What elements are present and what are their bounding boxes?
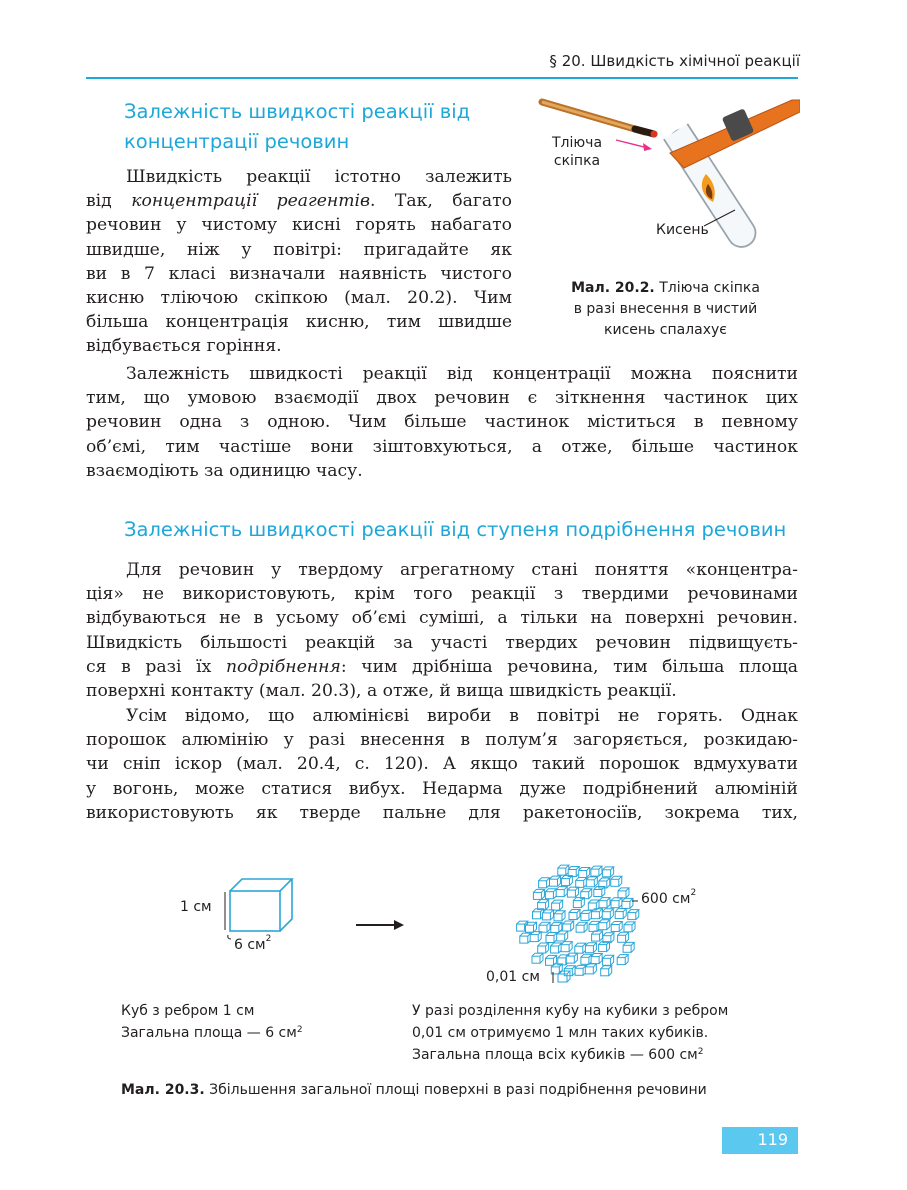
- section2-paragraph1: [86, 558, 798, 703]
- text-line: порошок алюмінію у разі внесення в полум’я загоряється, розкидаю-: [86, 730, 798, 751]
- section1-heading: [124, 97, 470, 157]
- header-rule: [86, 77, 798, 79]
- small-cube: [618, 932, 629, 942]
- small-cube: [603, 955, 614, 965]
- small-cube: [615, 909, 626, 919]
- small-cubes-cloud: [517, 865, 639, 976]
- small-cube: [532, 909, 543, 919]
- small-cube: [591, 866, 602, 876]
- area-label: 6 $см^2$: [234, 934, 272, 953]
- small-cube: [599, 920, 610, 930]
- oxygen-label: Кисень: [656, 222, 709, 238]
- small-cube: [567, 887, 578, 897]
- small-cube: [576, 922, 587, 932]
- small-cube: [623, 942, 634, 952]
- page-number: 119: [757, 1130, 788, 1149]
- small-cube: [530, 932, 541, 942]
- italic-term: концентрації реагентів: [131, 191, 370, 212]
- text-line: від концентрації реагентів. Так, багато: [86, 191, 512, 212]
- text-line: ція» не використовують, крім того реакції з твердими речовинами: [86, 584, 798, 605]
- area-bracket: [228, 935, 231, 939]
- figure-20-2-illustration: [530, 98, 800, 268]
- small-cube: [586, 877, 597, 887]
- splint-label: Тліюча скіпка: [552, 135, 603, 169]
- small-cube: [575, 965, 586, 975]
- small-cube: [591, 909, 602, 919]
- small-cube: [579, 867, 590, 877]
- small-cube: [551, 943, 562, 953]
- small-cube: [576, 877, 587, 887]
- text-line: Швидкість реакції істотно залежить: [126, 167, 512, 187]
- small-cube: [611, 921, 622, 931]
- small-cube: [568, 867, 579, 877]
- figure-20-3-left-caption: Куб з ребром 1 см Загальна площа — 6 $см^2$: [121, 1003, 303, 1041]
- small-cube: [611, 876, 622, 886]
- small-cube: [539, 922, 550, 932]
- small-cube: [558, 865, 569, 875]
- section1-heading-line1: Залежність швидкості реакції від: [124, 100, 471, 123]
- small-cube: [550, 876, 561, 886]
- small-cube: [622, 898, 633, 908]
- small-cube: [573, 898, 584, 908]
- small-cube: [575, 943, 586, 953]
- small-cube: [581, 954, 592, 964]
- small-cube: [525, 922, 536, 932]
- text-line: використовують як тверде пальне для ракетоносіїв, зокрема тих,: [86, 802, 798, 823]
- small-cube: [552, 900, 563, 910]
- text-line: поверхні контакту (мал. 20.3), а отже, й вища швидкість реакції.: [86, 681, 677, 702]
- text-line: чи сніп іскор (мал. 20.4, с. 120). А якщо такий порошок вдмухувати: [86, 754, 798, 775]
- small-cube: [542, 910, 553, 920]
- running-header: § 20. Швидкість хімічної реакції: [549, 52, 800, 70]
- figure-20-3-right-caption: У разі розділення кубу на кубики з ребром 0,01 см отримуємо 1 млн таких кубиків. Загальна площа всіх кубиків — 600 $см^2$: [412, 1003, 729, 1063]
- text-line: відбувається горіння.: [86, 336, 282, 357]
- text-line: взаємодіють за одиницю часу.: [86, 460, 363, 481]
- text-line: швидше, ніж у повітрі: пригадайте як: [86, 239, 512, 260]
- small-cube: [563, 921, 574, 931]
- text-line: Для речовин у твердому агрегатному стані поняття «концентра-: [126, 560, 798, 580]
- text-line: відбуваються не в усьому об’ємі суміші, а тільки на поверхні речовин.: [86, 608, 798, 629]
- small-cube: [581, 910, 592, 920]
- small-cube: [617, 955, 628, 965]
- small-cube: [538, 900, 549, 910]
- section2-heading: Залежність швидкості реакції від ступеня подрібнення речовин: [124, 518, 787, 541]
- small-cube: [628, 910, 639, 920]
- text-line: у вогонь, може статися вибух. Недарма дуже подрібнений алюміній: [86, 778, 798, 799]
- figure-20-3-caption: Мал. 20.3. Збільшення загальної площі поверхні в разі подрібнення речовини: [121, 1082, 707, 1098]
- small-cube: [566, 953, 577, 963]
- text-line: тим, що умовою взаємодії двох речовин є зіткнення частинок цих: [86, 388, 798, 409]
- small-cube: [618, 888, 629, 898]
- small-cube: [546, 932, 557, 942]
- small-cube: [532, 953, 543, 963]
- section1-paragraph1: [86, 165, 512, 359]
- section2-paragraph2: [86, 704, 798, 825]
- glowing-tip: [651, 131, 658, 138]
- small-cube: [554, 911, 565, 921]
- small-cube: [585, 943, 596, 953]
- italic-term: подрібнення: [225, 656, 341, 677]
- small-cube: [539, 878, 550, 888]
- small-cube: [538, 943, 549, 953]
- text-line: речовин одна з одною. Чим більше частинок міститься в певному: [86, 412, 798, 433]
- text-line: більша концентрація кисню, тим швидше: [86, 312, 512, 333]
- small-cube: [533, 889, 544, 899]
- cube-icon: [230, 879, 292, 931]
- text-line: об’ємі, тим частіше вони зіштовхуються, а отже, більше частинок: [86, 436, 798, 457]
- cube-division-diagram: [180, 845, 710, 995]
- page-number-box: [722, 1127, 798, 1154]
- small-cube: [592, 931, 603, 941]
- text-line: речовин у чистому кисні горять набагато: [86, 215, 512, 236]
- small-cube: [585, 964, 596, 974]
- section1-heading-line2: концентрації речовин: [124, 130, 350, 153]
- small-cube: [569, 910, 580, 920]
- figure-20-3-illustration: [180, 845, 710, 995]
- small-cube: [561, 876, 572, 886]
- text-line: ся в разі їх подрібнення: чим дрібніша речовина, тим більша площа: [86, 656, 798, 677]
- section1-paragraph2: [86, 362, 798, 483]
- total-area-label: 600 $см^2$: [641, 888, 697, 907]
- edge-label: 1 см: [180, 899, 212, 915]
- text-line: кисню тліючою скіпкою (мал. 20.2). Чим: [86, 288, 512, 309]
- small-cube: [520, 933, 531, 943]
- small-cube: [591, 954, 602, 964]
- small-cube: [603, 867, 614, 877]
- caption-number: Мал. 20.3.: [121, 1082, 205, 1098]
- text-line: Швидкість більшості реакцій за участі твердих речовин підвищуєть-: [86, 632, 798, 653]
- small-cube: [557, 931, 568, 941]
- small-cube: [599, 898, 610, 908]
- figure-20-2-caption: Мал. 20.2. Тліюча скіпка в разі внесення в чистий кисень спалахує: [571, 280, 760, 338]
- text-line: Залежність швидкості реакції від концентрації можна пояснити: [126, 364, 798, 384]
- text-line: ви в 7 класі визначали наявність чистого: [86, 263, 512, 284]
- text-line: Усім відомо, що алюмінієві вироби в повітрі не горять. Однак: [126, 706, 798, 726]
- small-cube: [545, 889, 556, 899]
- small-cube: [602, 909, 613, 919]
- caption-number: Мал. 20.2.: [571, 280, 655, 296]
- small-edge-label: 0,01 см: [486, 969, 540, 985]
- small-cube: [601, 966, 612, 976]
- small-cube: [556, 887, 567, 897]
- small-cube: [561, 942, 572, 952]
- small-cube: [611, 898, 622, 908]
- small-cube: [624, 922, 635, 932]
- splint-test-tube-image: [530, 98, 800, 268]
